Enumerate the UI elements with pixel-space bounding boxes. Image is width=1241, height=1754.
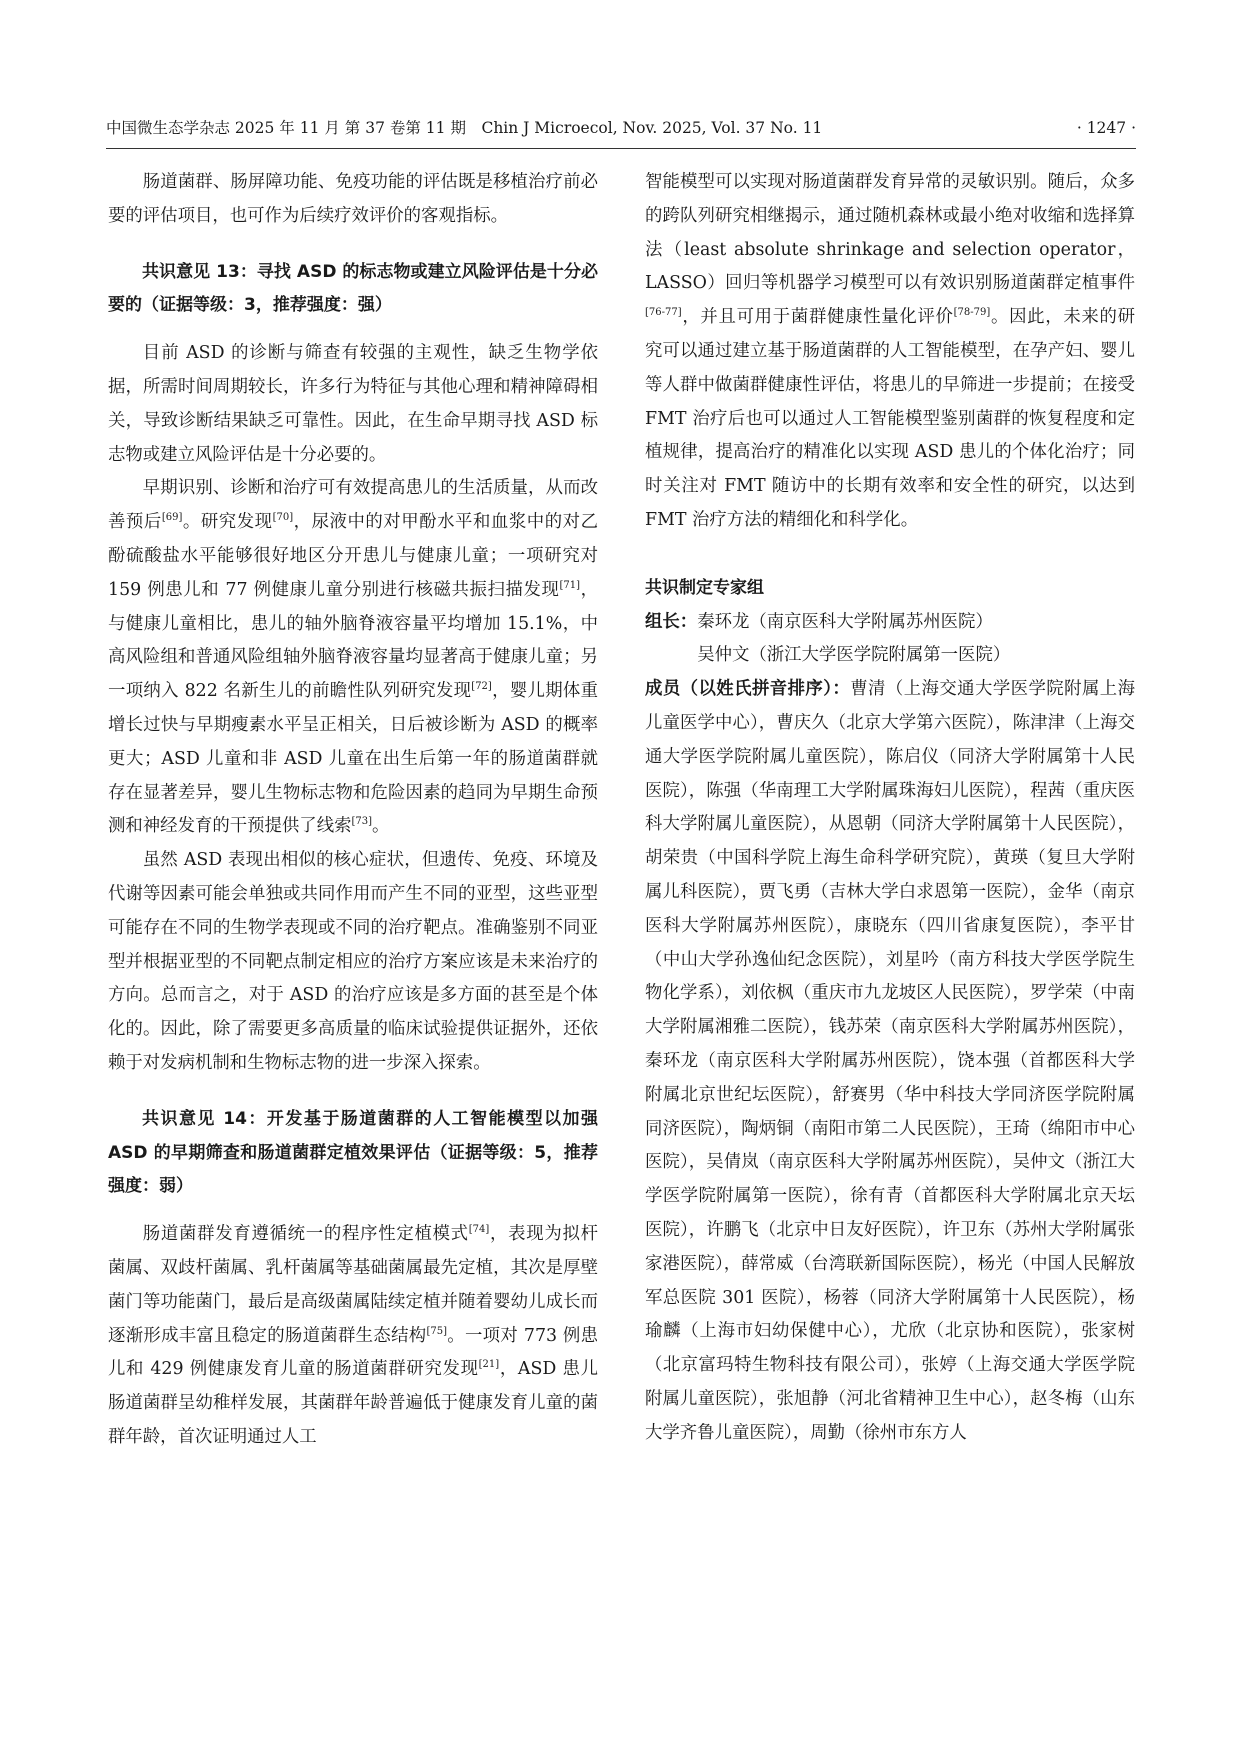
members-list (645, 673, 1135, 1450)
running-header (106, 114, 1136, 149)
citation-ref: [75] (426, 1325, 447, 1337)
paragraph-ai-model: 智能模型可以实现对肠道菌群发育异常的灵敏识别。随后，众多的跨队列研究相继揭示，通过随机森林或最小绝对收缩和选择算法（least absolute shrinkage and selection operator，LASSO）回归等机器学习模型可以有效识别肠道菌群定植事件[76-77]，并且可用于菌群健康性量化评价[78-79]。因此，未来的研究可以通过建立基于肠道菌群的人工智能模型，在孕产妇、婴儿等人群中做菌群健康性评估，将患儿的早筛进一步提前；在接受 FMT 治疗后也可以通过人工智能模型鉴别菌群的恢复程度和定植规律，提高治疗的精准化以实现 ASD 患儿的个体化治疗；同时关注对 FMT 随访中的长期有效率和安全性的研究，以达到 FMT 治疗方法的精细化和科学化。 (645, 172, 1135, 530)
citation-ref: [70] (272, 512, 294, 524)
paragraph-colonization: 肠道菌群发育遵循统一的程序性定植模式[74]，表现为拟杆菌属、双歧杆菌属、乳杆菌属等基础菌属最先定植，其次是厚壁菌门等功能菌门，最后是高级菌属陆续定植并随着婴幼儿成长而逐渐形成丰富且稳定的肠道菌群生态结构[75]。一项对 773 例患儿和 429 例健康发育儿童的肠道菌群研究发现[21]，ASD 患儿肠道菌群呈幼稚样发展，其菌群年龄普遍低于健康发育儿童的菌群年龄，首次证明通过人工 (108, 1224, 598, 1447)
citation-ref: [69] (161, 512, 183, 524)
paragraph-evaluation: 肠道菌群、肠屏障功能、免疫功能的评估既是移植治疗前必要的评估项目，也可作为后续疗效评价的客观指标。 (108, 172, 598, 226)
leader-label: 组长： (645, 611, 698, 632)
leader-name: 秦环龙（南京医科大学附属苏州医院） (697, 611, 993, 632)
citation-ref: [72] (471, 681, 492, 693)
leader-name: 吴仲文（浙江大学医学院附属第一医院） (697, 645, 1011, 666)
citation-ref: [76-77] (645, 307, 682, 319)
left-column (108, 166, 598, 1455)
members-label: 成员（以姓氏拼音排序）： (645, 679, 851, 700)
citation-ref: [73] (351, 816, 373, 828)
consensus-14-heading: 共识意见 14：开发基于肠道菌群的人工智能模型以加强 ASD 的早期筛查和肠道菌群定植效果评估（证据等级：5，推荐强度：弱） (108, 1108, 598, 1197)
paragraph-subtypes: 虽然 ASD 表现出相似的核心症状，但遗传、免疫、环境及代谢等因素可能会单独或共同作用而产生不同的亚型，这些亚型可能存在不同的生物学表现或不同的治疗靶点。准确鉴别不同亚型并根据亚型的不同靶点制定相应的治疗方案应该是未来治疗的方向。总而言之，对于 ASD 的治疗应该是多方面的甚至是个体化的。因此，除了需要更多高质量的临床试验提供证据外，还依赖于对发病机制和生物标志物的进一步深入探索。 (108, 850, 598, 1073)
page-number: · 1247 · (1076, 119, 1136, 137)
paragraph-early-identification: 早期识别、诊断和治疗可有效提高患儿的生活质量，从而改善预后[69]。研究发现[70]，尿液中的对甲酚水平和血浆中的对乙酚硫酸盐水平能够很好地区分开患儿与健康儿童；一项研究对 159 例患儿和 77 例健康儿童分别进行核磁共振扫描发现[71]，与健康儿童相比，患儿的轴外脑脊液容量平均增加 15.1%，中高风险组和普通风险组轴外脑脊液容量均显著高于健康儿童；另一项纳入 822 名新生儿的前瞻性队列研究发现[72]，婴儿期体重增长过快与早期瘦素水平呈正相关，日后被诊断为 ASD 的概率更大；ASD 儿童和非 ASD 儿童在出生后第一年的肠道菌群就存在显著差异，婴儿生物标志物和危险因素的趋同为早期生命预测和神经发育的干预提供了线索[73]。 (108, 478, 598, 837)
group-leader-line (645, 606, 1135, 640)
citation-ref: [74] (468, 1224, 490, 1236)
group-leader-line (645, 639, 1135, 673)
members-names: 曹清（上海交通大学医学院附属上海儿童医学中心），曹庆久（北京大学第六医院），陈津津（上海交通大学医学院附属儿童医院），陈启仪（同济大学附属第十人民医院），陈强（华南理工大学附属珠海妇儿医院），程茜（重庆医科大学附属儿童医院），从恩朝（同济大学附属第十人民医院），胡荣贵（中国科学院上海生命科学研究院），黄瑛（复旦大学附属儿科医院），贾飞勇（吉林大学白求恩第一医院），金华（南京医科大学附属苏州医院），康晓东（四川省康复医院），李平甘（中山大学孙逸仙纪念医院），刘星吟（南方科技大学医学院生物化学系），刘依枫（重庆市九龙坡区人民医院），罗学荣（中南大学附属湘雅二医院），钱苏荣（南京医科大学附属苏州医院），秦环龙（南京医科大学附属苏州医院），饶本强（首都医科大学附属北京世纪坛医院），舒赛男（华中科技大学同济医学院附属同济医院），陶炳铜（南阳市第二人民医院），王琦（绵阳市中心医院），吴倩岚（南京医科大学附属苏州医院），吴仲文（浙江大学医学院附属第一医院），徐有青（首都医科大学附属北京天坛医院），许鹏飞（北京中日友好医院），许卫东（苏州大学附属张家港医院），薛常威（台湾联新国际医院），杨光（中国人民解放军总医院 301 医院），杨蓉（同济大学附属第十人民医院），杨瑜麟（上海市妇幼保健中心），尤欣（北京协和医院），张家树（北京富玛特生物科技有限公司），张婷（上海交通大学医学院附属儿童医院），张旭静（河北省精神卫生中心），赵冬梅（山东大学齐鲁儿童医院），周勤（徐州市东方人 (645, 679, 1135, 1443)
consensus-13-heading: 共识意见 13：寻找 ASD 的标志物或建立风险评估是十分必要的（证据等级：3，推荐强度：强） (108, 261, 598, 316)
citation-ref: [21] (478, 1359, 500, 1371)
citation-ref: [78-79] (953, 307, 991, 319)
citation-ref: [71] (559, 579, 580, 591)
expert-group-title: 共识制定专家组 (645, 577, 764, 598)
right-column (645, 166, 1135, 1450)
journal-citation: 中国微生态学杂志 2025 年 11 月 第 37 卷第 11 期 Chin J Microecol, Nov. 2025, Vol. 37 No. 11 (106, 119, 823, 137)
paragraph-diagnosis: 目前 ASD 的诊断与筛查有较强的主观性，缺乏生物学依据，所需时间周期较长，许多行为特征与其他心理和精神障碍相关，导致诊断结果缺乏可靠性。因此，在生命早期寻找 ASD 标志物或建立风险评估是十分必要的。 (108, 343, 598, 465)
